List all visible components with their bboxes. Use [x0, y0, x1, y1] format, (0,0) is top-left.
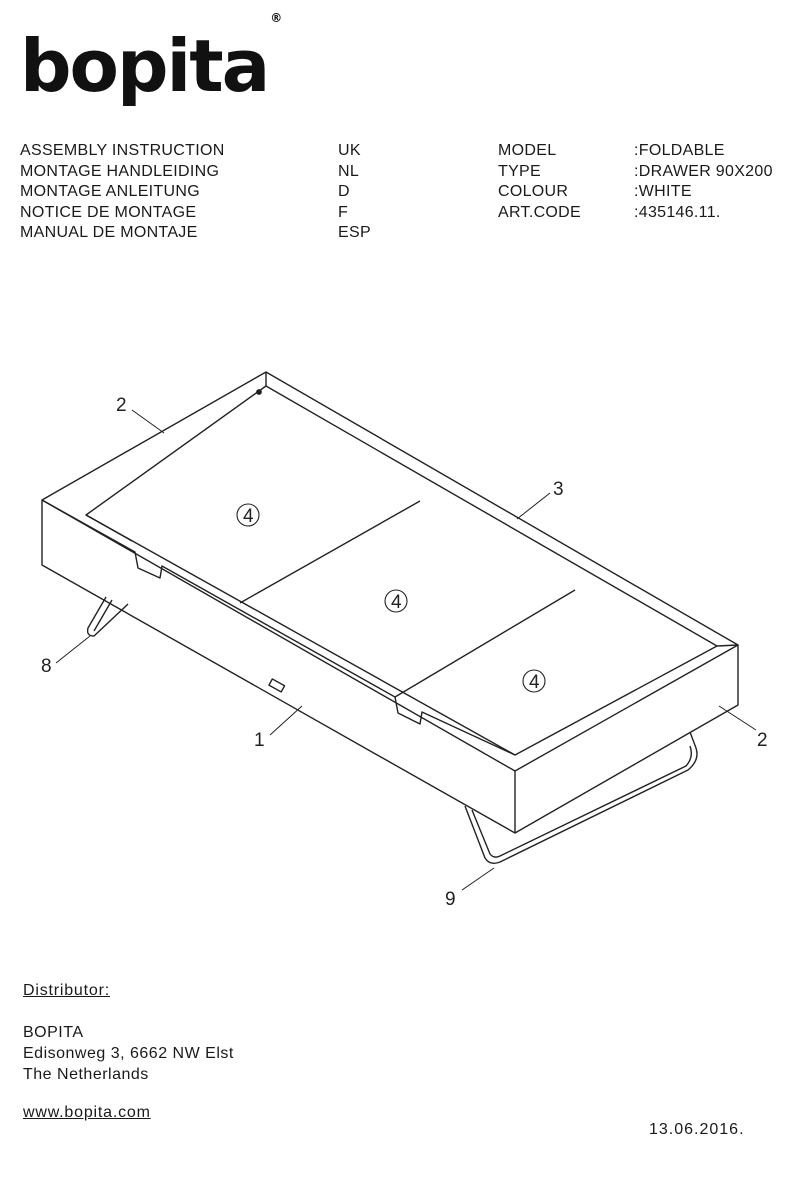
spec-labels [498, 141, 581, 223]
lang-esp: ESP [338, 224, 371, 241]
panel-number-1: 4 [243, 506, 254, 527]
bopita-logo [20, 11, 283, 108]
drawer-assembly-drawing [0, 340, 808, 920]
title-f: NOTICE DE MONTAGE [20, 203, 197, 221]
title-uk: ASSEMBLY INSTRUCTION [20, 142, 225, 159]
distributor-country: The Netherlands [23, 1066, 149, 1083]
spec-values [634, 141, 773, 223]
lang-d: D [338, 183, 350, 200]
spec-label-model: MODEL [498, 142, 557, 159]
spec-label-colour: COLOUR [498, 183, 569, 200]
title-nl: MONTAGE HANDLEIDING [20, 162, 220, 180]
title-esp: MANUAL DE MONTAJE [20, 224, 198, 241]
instruction-titles [20, 141, 225, 244]
distributor-street: Edisonweg 3, 6662 NW Elst [23, 1045, 234, 1062]
screw-hole [257, 390, 261, 394]
spec-label-artcode: ART.CODE [498, 203, 582, 221]
leader-lines [56, 410, 756, 890]
spec-value-artcode: :435146.11. [634, 203, 721, 221]
floor-panels [240, 501, 575, 697]
lang-nl: NL [338, 162, 360, 180]
logo-text: bopita [20, 24, 269, 108]
front-label-slot [269, 679, 285, 692]
callout-side-right: 2 [757, 730, 768, 751]
spec-value-colour: :WHITE [634, 183, 692, 200]
leg-right [465, 732, 697, 863]
spec-value-type: :DRAWER 90X200 [634, 162, 773, 180]
spec-label-type: TYPE [498, 162, 541, 180]
callout-side-left: 2 [116, 395, 127, 416]
panel-number-3: 4 [529, 672, 540, 693]
distributor-company: BOPITA [23, 1024, 84, 1041]
spec-value-model: :FOLDABLE [634, 142, 725, 159]
language-codes [338, 141, 371, 244]
registered-mark: ® [270, 11, 283, 25]
distributor-heading: Distributor: [23, 982, 110, 999]
callout-front: 1 [254, 730, 265, 751]
website-link[interactable]: www.bopita.com [23, 1104, 151, 1121]
panel-number-2: 4 [391, 592, 402, 613]
lang-uk: UK [338, 142, 361, 159]
document-date: 13.06.2016. [649, 1121, 745, 1138]
lang-f: F [338, 203, 349, 221]
callout-leg-right: 9 [445, 889, 456, 910]
callout-leg-left: 8 [41, 656, 52, 677]
callout-back: 3 [553, 479, 564, 500]
title-d: MONTAGE ANLEITUNG [20, 183, 200, 200]
distributor-address [23, 1022, 234, 1085]
drawer-frame [42, 372, 738, 833]
